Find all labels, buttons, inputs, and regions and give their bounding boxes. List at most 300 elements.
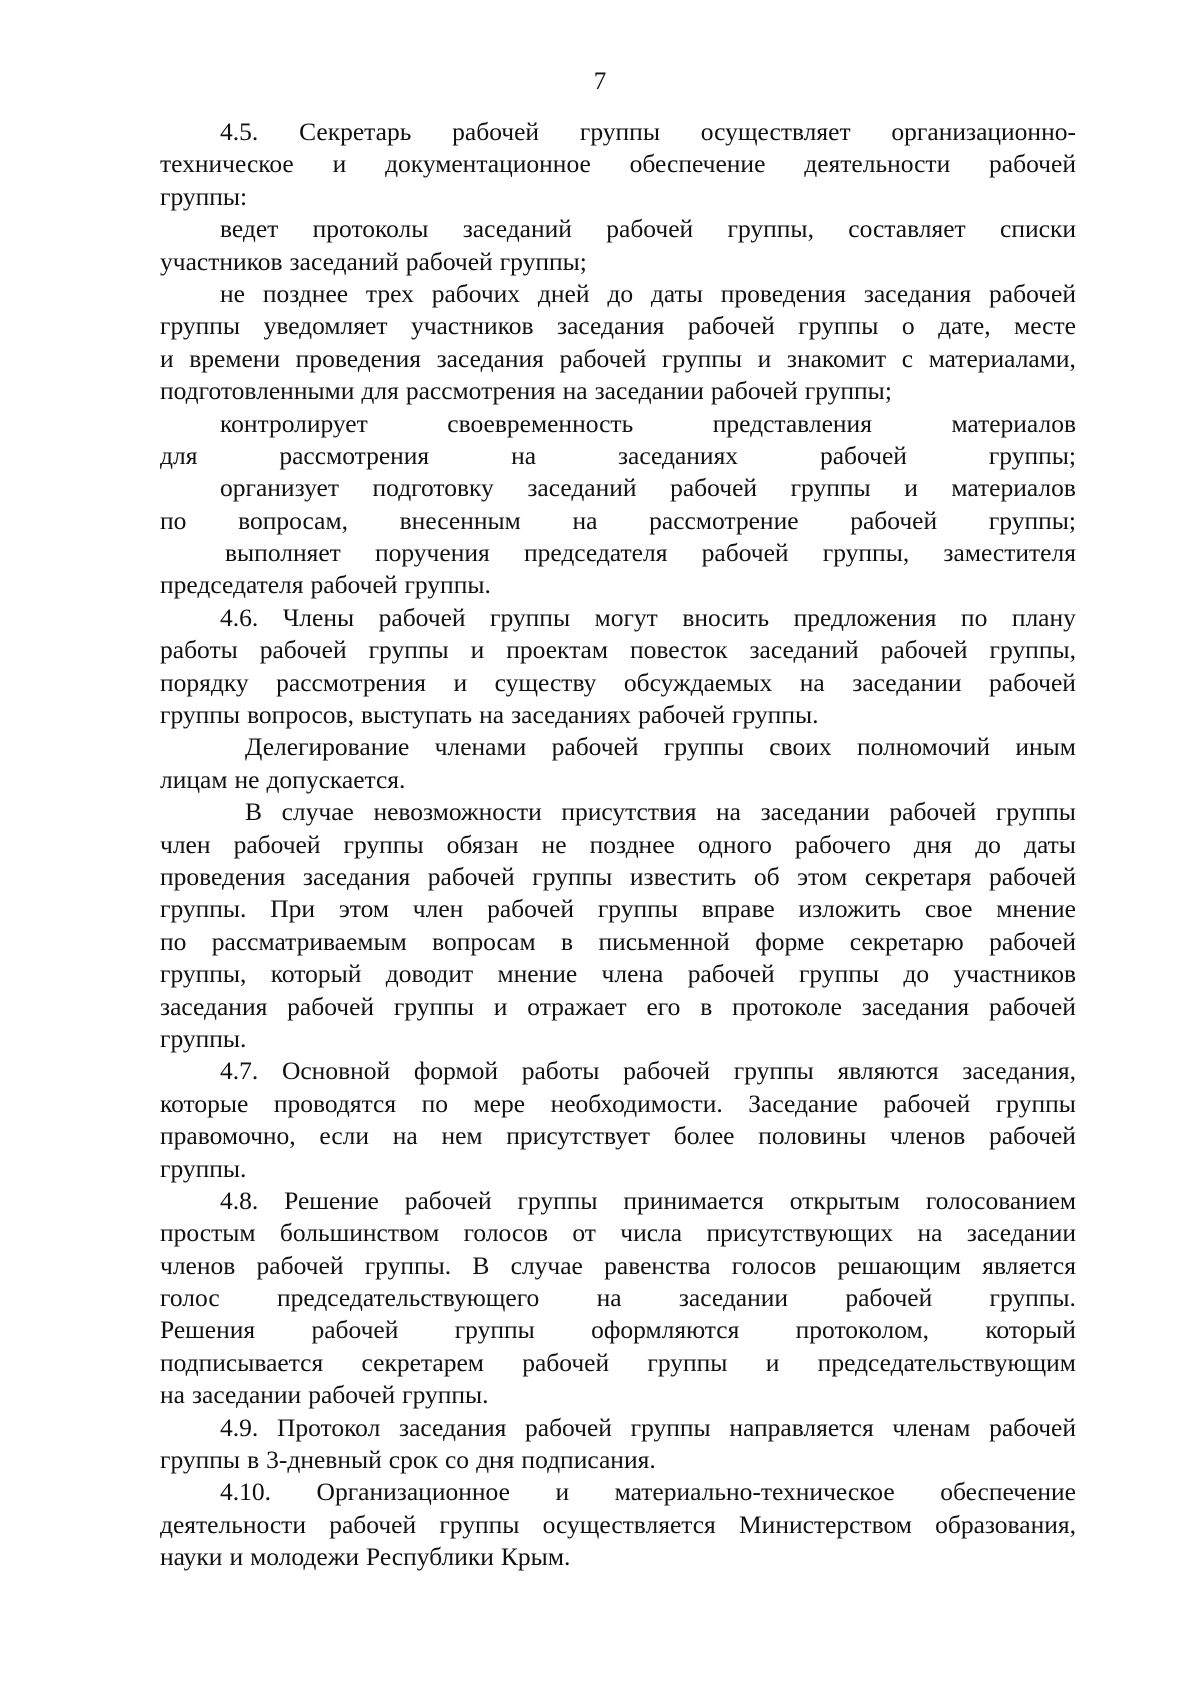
text-word: группы: [439, 1509, 520, 1539]
page-number: 7: [593, 68, 607, 95]
text-word: заседания: [302, 861, 411, 891]
text-line: [160, 310, 1076, 342]
text-word: группы.: [404, 570, 491, 600]
text-line: [160, 1217, 1076, 1249]
text-word: до: [903, 959, 930, 989]
text-word: рабочей: [606, 214, 694, 244]
text-word: рабочей: [233, 829, 321, 859]
text-word: рассмотрение: [649, 505, 799, 535]
text-word: подписывается: [160, 1347, 324, 1377]
text-word: подготовленными: [160, 376, 355, 406]
text-word: проведения: [720, 278, 847, 308]
text-word: и: [229, 1542, 244, 1572]
text-word: отражает: [527, 991, 627, 1021]
text-word: если: [319, 1121, 370, 1151]
text-word: вправе: [701, 894, 775, 924]
text-word: не: [234, 764, 260, 794]
text-word: рассмотрения: [405, 376, 556, 406]
text-word: и: [493, 991, 508, 1021]
text-word: Министерством: [739, 1509, 912, 1539]
text-word: одного: [697, 829, 772, 859]
text-word: председательствующего: [276, 1283, 540, 1313]
text-word: срок: [388, 1445, 438, 1475]
text-word: член: [160, 829, 211, 859]
text-word: о: [901, 311, 915, 341]
text-line: [160, 926, 1076, 958]
text-word: письменной: [598, 926, 730, 956]
text-word: членами: [434, 732, 527, 762]
text-word: обсуждаемых: [623, 667, 773, 697]
text-line: [160, 440, 1076, 472]
text-word: на: [917, 1218, 943, 1248]
text-line: [160, 1120, 1076, 1152]
text-word: рабочей: [819, 440, 907, 470]
text-word: группы.: [364, 1250, 452, 1280]
text-word: не: [541, 829, 567, 859]
text-line: [160, 1314, 1076, 1346]
text-word: и: [765, 1347, 780, 1377]
text-word: члена: [601, 959, 664, 989]
text-word: заседании: [852, 667, 962, 697]
text-word: Делегирование: [245, 732, 410, 762]
text-line: [160, 116, 1076, 148]
text-word: секретаря: [864, 861, 972, 891]
text-line: [160, 1444, 1076, 1476]
text-word: заседаниях: [511, 700, 632, 730]
text-word: Протокол: [276, 1412, 381, 1442]
text-word: группы: [663, 732, 744, 762]
text-word: В: [472, 1250, 490, 1280]
text-word: рабочей: [404, 1185, 492, 1215]
text-line: [160, 958, 1076, 990]
text-word: группы;: [804, 376, 892, 406]
text-word: группы,: [160, 959, 247, 989]
text-word: группы: [393, 991, 474, 1021]
text-word: проведения: [160, 861, 286, 891]
text-word: группы.: [989, 1283, 1076, 1313]
text-word: группы,: [727, 214, 814, 244]
text-word: ведет: [220, 214, 279, 244]
text-word: своевременность: [447, 408, 634, 438]
text-word: рабочей: [988, 1121, 1076, 1151]
text-word: протоколом,: [795, 1315, 930, 1345]
text-word: по: [421, 1088, 448, 1118]
text-word: от: [572, 1218, 596, 1248]
text-word: рабочей: [559, 343, 647, 373]
text-word: случае: [281, 797, 354, 827]
text-line: [160, 1379, 1076, 1411]
text-word: рабочей: [687, 311, 775, 341]
text-word: группы: [662, 343, 743, 373]
text-word: для: [160, 440, 198, 470]
text-word: мере: [473, 1088, 526, 1118]
text-word: деятельности: [160, 1509, 306, 1539]
text-line: [160, 1541, 1076, 1573]
text-word: участников: [953, 959, 1076, 989]
text-word: вопросам: [432, 926, 536, 956]
text-word: Заседание: [748, 1088, 858, 1118]
text-word: заседании: [594, 376, 704, 406]
text-word: 4.7.: [220, 1056, 259, 1086]
text-word: рассмотрения: [279, 440, 430, 470]
text-line: [160, 861, 1076, 893]
text-word: членов: [160, 1250, 236, 1280]
text-word: по: [160, 926, 187, 956]
text-line: [160, 991, 1076, 1023]
text-word: в: [700, 991, 713, 1021]
text-word: рабочей: [522, 1347, 610, 1377]
text-line: [160, 1509, 1076, 1541]
text-word: рабочей: [850, 505, 938, 535]
text-word: до: [607, 278, 634, 308]
text-word: направляется: [729, 1412, 874, 1442]
text-word: проведения: [295, 343, 422, 373]
text-word: материалов: [951, 473, 1076, 503]
text-word: дней: [537, 278, 590, 308]
text-word: который: [985, 1315, 1076, 1345]
text-line: [160, 148, 1076, 180]
text-word: заседании: [966, 1218, 1076, 1248]
text-word: выполняет: [225, 538, 341, 568]
text-line: [160, 343, 1076, 375]
text-word: 4.10.: [220, 1477, 271, 1507]
text-line: [160, 1088, 1076, 1120]
text-line: [160, 1153, 1076, 1185]
text-word: рабочей: [310, 570, 398, 600]
text-word: даты: [1023, 829, 1076, 859]
text-word: присутствует: [506, 1121, 651, 1151]
text-word: формой: [413, 1056, 499, 1086]
text-word: Республики: [365, 1542, 494, 1572]
text-word: голосов: [731, 1250, 817, 1280]
text-word: материалами,: [928, 343, 1076, 373]
text-line: [160, 408, 1076, 440]
text-word: заседания: [861, 991, 970, 1021]
text-word: на: [716, 797, 741, 827]
text-word: рабочей: [989, 926, 1076, 956]
text-word: заседании: [678, 1283, 789, 1313]
text-word: доводит: [385, 959, 474, 989]
text-line: [160, 764, 1076, 796]
text-word: рабочей: [989, 278, 1076, 308]
text-line: [160, 1250, 1076, 1282]
text-word: уведомляет: [263, 311, 388, 341]
text-word: 4.8.: [220, 1185, 259, 1215]
text-word: на: [562, 376, 588, 406]
text-word: на: [160, 1380, 185, 1410]
text-word: внесенным: [399, 505, 521, 535]
text-word: и: [160, 343, 174, 373]
text-line: [160, 796, 1076, 828]
text-line: [160, 505, 1076, 537]
text-word: рабочей: [710, 376, 798, 406]
text-line: [160, 537, 1076, 569]
text-word: группы.: [732, 700, 819, 730]
text-word: Решение: [284, 1185, 379, 1215]
text-line: [160, 1055, 1076, 1087]
text-word: позднее: [589, 829, 675, 859]
text-word: простым: [160, 1218, 256, 1248]
text-word: группы,: [822, 538, 910, 568]
text-word: группы: [160, 700, 241, 730]
text-word: на: [596, 1283, 622, 1313]
text-word: группы: [343, 829, 424, 859]
text-word: рассмотрения: [276, 667, 426, 697]
text-word: председателя: [523, 538, 668, 568]
text-word: Организационное: [316, 1477, 510, 1507]
text-word: 4.9.: [220, 1412, 259, 1442]
text-word: рабочей: [670, 473, 758, 503]
text-word: рабочей: [989, 861, 1076, 891]
text-word: по: [160, 505, 187, 535]
text-line: [160, 278, 1076, 310]
text-word: группы: [798, 311, 879, 341]
text-word: рабочей: [378, 602, 466, 632]
text-line: [160, 213, 1076, 245]
text-word: в: [247, 1445, 260, 1475]
text-word: обязан: [446, 829, 519, 859]
text-word: членов: [889, 1121, 966, 1151]
text-word: группы: [454, 1315, 535, 1345]
text-word: и: [332, 149, 347, 179]
text-word: нем: [441, 1121, 483, 1151]
text-word: группы: [579, 117, 660, 146]
text-word: рабочей: [638, 700, 726, 730]
text-word: рабочей: [989, 667, 1076, 697]
text-word: плану: [1011, 602, 1076, 632]
text-line: [160, 634, 1076, 666]
text-word: организационно-: [891, 117, 1076, 146]
text-word: заседании: [191, 1380, 302, 1410]
text-word: в: [561, 926, 574, 956]
text-word: повесток: [629, 635, 728, 665]
text-word: принимается: [623, 1185, 764, 1215]
text-word: группы.: [402, 1380, 489, 1410]
text-word: протоколы: [312, 214, 429, 244]
text-word: поручения: [375, 538, 490, 568]
text-word: большинством: [279, 1218, 440, 1248]
text-word: на: [572, 505, 598, 535]
text-word: Члены: [282, 602, 355, 632]
text-word: предложения: [793, 602, 937, 632]
text-word: рабочей: [487, 894, 575, 924]
text-word: являются: [837, 1056, 939, 1086]
text-word: этом: [338, 894, 389, 924]
text-line: [160, 731, 1076, 763]
text-word: заседаний: [749, 635, 859, 665]
text-word: рабочей: [989, 149, 1076, 179]
text-word: голос: [160, 1283, 220, 1313]
text-word: рабочей: [308, 1380, 396, 1410]
text-word: рассматриваемым: [211, 926, 407, 956]
text-word: рабочей: [880, 635, 968, 665]
text-word: времени: [189, 343, 281, 373]
text-word: группы: [733, 1056, 814, 1086]
text-word: При: [270, 894, 316, 924]
text-word: секретарю: [849, 926, 964, 956]
text-word: группы: [160, 311, 241, 341]
text-word: который: [270, 959, 362, 989]
text-word: со: [444, 1445, 470, 1475]
text-word: на: [511, 440, 537, 470]
text-word: рабочей: [427, 861, 515, 891]
text-word: рабочей: [405, 246, 493, 276]
text-word: осуществляет: [700, 117, 851, 146]
document-body: [160, 116, 1076, 1574]
text-word: которые: [160, 1088, 249, 1118]
text-word: работы: [160, 635, 238, 665]
text-line: [160, 667, 1076, 699]
text-word: об: [753, 861, 780, 891]
text-word: рабочей: [889, 797, 977, 827]
text-word: заседаниях: [617, 440, 739, 470]
text-word: рабочей: [525, 1412, 612, 1442]
text-word: списки: [1000, 214, 1076, 244]
text-word: дня: [913, 829, 953, 859]
text-word: даты: [650, 278, 703, 308]
text-word: голосованием: [925, 1185, 1076, 1215]
text-word: правомочно,: [160, 1121, 296, 1151]
text-word: изложить: [798, 894, 902, 924]
text-word: равенства: [604, 1250, 711, 1280]
text-word: на: [479, 700, 505, 730]
text-word: рабочей: [256, 1250, 344, 1280]
text-word: группы: [630, 1412, 711, 1442]
text-word: могут: [594, 602, 658, 632]
text-word: форме: [755, 926, 825, 956]
text-word: проводятся: [273, 1088, 397, 1118]
text-word: заседания,: [962, 1056, 1076, 1086]
text-word: позднее: [262, 278, 349, 308]
text-word: Решения: [160, 1315, 256, 1345]
text-word: рабочей: [311, 1315, 399, 1345]
text-line: [160, 1023, 1076, 1055]
text-word: группы,: [989, 635, 1076, 665]
text-word: участников: [160, 246, 283, 276]
text-word: полномочий: [856, 732, 991, 762]
text-word: до: [975, 829, 1001, 859]
text-line: [160, 1185, 1076, 1217]
text-word: подготовку: [372, 473, 494, 503]
text-word: для: [361, 376, 399, 406]
text-word: членам: [892, 1412, 971, 1442]
text-word: дате,: [938, 311, 991, 341]
text-word: и: [453, 667, 468, 697]
text-line: [160, 829, 1076, 861]
text-word: открытым: [789, 1185, 900, 1215]
text-word: группы: [532, 861, 613, 891]
text-word: группы: [368, 635, 449, 665]
text-word: деятельности: [804, 149, 951, 179]
text-line: [160, 246, 1076, 278]
text-word: рабочей: [259, 635, 347, 665]
text-word: вопросов,: [247, 700, 354, 730]
text-word: мнение: [996, 894, 1076, 924]
text-word: заседаний: [462, 214, 572, 244]
text-word: своих: [769, 732, 832, 762]
text-word: более: [673, 1121, 735, 1151]
text-word: 4.6.: [220, 602, 259, 632]
text-word: его: [646, 991, 681, 1021]
text-word: группы: [995, 1088, 1076, 1118]
text-line: [160, 1412, 1076, 1444]
text-word: подписания.: [521, 1445, 656, 1475]
text-word: рабочей: [989, 1412, 1076, 1442]
text-word: известить: [629, 861, 737, 891]
text-word: существу: [494, 667, 597, 697]
text-word: по: [960, 602, 988, 632]
text-word: и: [757, 343, 772, 373]
text-word: заседаний: [527, 473, 637, 503]
text-word: образования,: [935, 1509, 1076, 1539]
text-line: [160, 1347, 1076, 1379]
text-word: рабочей: [883, 1088, 971, 1118]
text-word: группы: [490, 602, 571, 632]
text-word: материалов: [951, 408, 1076, 438]
text-word: заседания: [399, 1412, 507, 1442]
text-word: группы: [647, 1347, 728, 1377]
text-word: оформляются: [591, 1315, 740, 1345]
text-word: рабочей: [551, 732, 639, 762]
text-word: председателя: [160, 570, 304, 600]
text-word: рабочей: [701, 538, 789, 568]
text-line: [160, 472, 1076, 504]
text-word: протоколе: [732, 991, 842, 1021]
text-word: рабочей: [988, 991, 1076, 1021]
text-word: рабочей: [623, 1056, 711, 1086]
text-word: и: [555, 1477, 570, 1507]
text-word: и: [904, 473, 918, 503]
text-word: документационное: [385, 149, 591, 179]
text-word: дня: [476, 1445, 515, 1475]
text-word: В: [245, 797, 263, 827]
text-word: заседания: [436, 343, 544, 373]
text-word: организует: [220, 473, 339, 503]
text-word: осуществляется: [542, 1509, 716, 1539]
text-word: присутствия: [561, 797, 697, 827]
text-word: на: [392, 1121, 418, 1151]
text-word: 3-дневный: [266, 1445, 382, 1475]
text-word: не: [220, 278, 245, 308]
text-word: представления: [712, 408, 872, 438]
text-line: [160, 181, 1076, 213]
text-word: заседания: [863, 278, 972, 308]
text-word: обеспечение: [629, 149, 766, 179]
text-word: рабочей: [687, 959, 775, 989]
text-word: и: [470, 635, 485, 665]
text-line: [160, 893, 1076, 925]
text-word: иным: [1015, 732, 1076, 762]
text-word: техническое: [160, 149, 294, 179]
text-word: науки: [160, 1542, 223, 1572]
text-word: необходимости.: [550, 1088, 723, 1118]
text-word: член: [412, 894, 464, 924]
text-word: рабочей: [287, 991, 375, 1021]
text-word: группы: [597, 894, 678, 924]
text-word: допускается.: [266, 764, 406, 794]
text-line: [160, 1476, 1076, 1508]
text-word: мнение: [497, 959, 578, 989]
text-word: Крым.: [500, 1542, 571, 1572]
text-word: группы:: [160, 181, 248, 211]
text-word: этом: [797, 861, 848, 891]
text-word: решающим: [837, 1250, 961, 1280]
text-word: на: [799, 667, 825, 697]
text-word: вносить: [682, 602, 770, 632]
text-word: рабочего: [794, 829, 891, 859]
text-word: рабочей: [329, 1509, 417, 1539]
text-word: половины: [758, 1121, 867, 1151]
